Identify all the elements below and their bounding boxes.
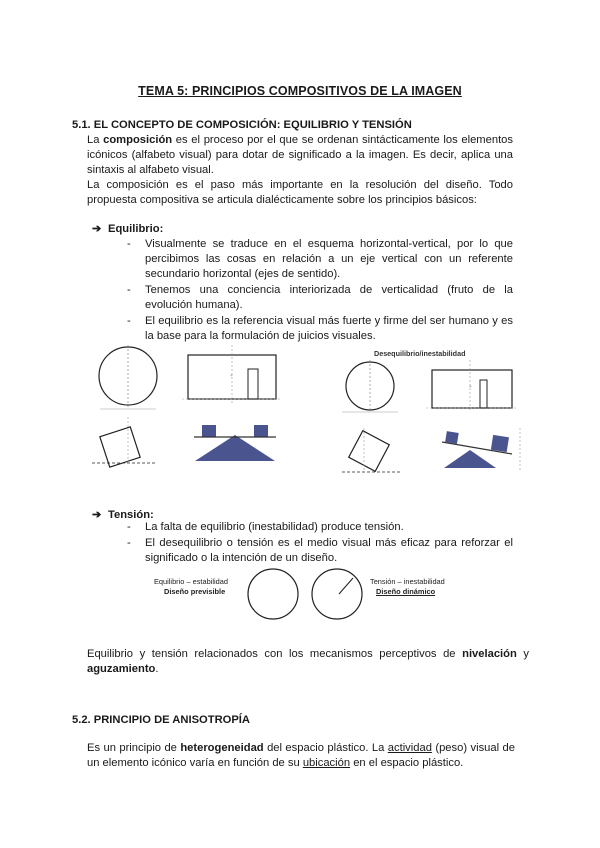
- tilted-square-diagram: [92, 417, 156, 467]
- unbalanced-circle-diagram: [342, 360, 398, 412]
- tension-circles-figure: [246, 566, 366, 626]
- tense-circle: [312, 569, 362, 619]
- anisotropia-paragraph: Es un principio de heterogeneidad del espacio plástico. La actividad (peso) visual de un elemento icónico varía en función de su ubicación en el espacio plástico.: [87, 742, 515, 769]
- term-actividad: actividad: [387, 742, 432, 754]
- balanced-rectangle-diagram: [182, 345, 282, 403]
- stable-caption: Equilibrio – estabilidad Diseño previsible: [154, 577, 228, 596]
- list-item: - Visualmente se traduce en el esquema horizontal-vertical, por lo que percibimos las cosas en relación a un eje vertical con un referente secundario horizontal (ejes de sentido).: [127, 237, 513, 282]
- list-item: - El equilibrio es la referencia visual más fuerte y firme del ser humano y es la base para la formulación de juicios visuales.: [127, 314, 513, 344]
- term-composicion: composición: [103, 134, 173, 146]
- unbalanced-seesaw-diagram: [442, 428, 520, 470]
- list-item: - Tenemos una conciencia interiorizada de verticalidad (fruto de la evolución humana).: [127, 283, 513, 313]
- section-1-heading: 5.1. EL CONCEPTO DE COMPOSICIÓN: EQUILIBRIO Y TENSIÓN: [72, 119, 412, 131]
- term-aguzamiento: aguzamiento: [87, 663, 156, 675]
- unbalanced-rectangle-diagram: [426, 360, 518, 412]
- balanced-seesaw-diagram: [194, 425, 276, 461]
- stable-circle: [248, 569, 298, 619]
- arrow-icon: ➔: [92, 509, 102, 521]
- stable-diagrams-figure: [90, 343, 290, 473]
- svg-text:+: +: [230, 373, 233, 379]
- tension-list: [127, 520, 513, 567]
- section-1-intro: [87, 133, 513, 208]
- equilibrio-heading: ➔ Equilibrio:: [92, 223, 164, 235]
- page-title: TEMA 5: PRINCIPIOS COMPOSITIVOS DE LA IMAGEN: [138, 84, 462, 98]
- term-ubicacion: ubicación: [302, 757, 351, 769]
- falling-square-diagram: [342, 428, 402, 472]
- desequilibrio-label: Desequilibrio/inestabilidad: [374, 349, 466, 358]
- list-item: - El desequilibrio o tensión es el medio visual más eficaz para reforzar el significado o la intención de un diseño.: [127, 536, 513, 566]
- intro-paragraph-2: La composición es el paso más importante en la resolución del diseño. Todo propuesta compositiva se articula dialécticamente sobre los principios básicos:: [87, 179, 513, 206]
- term-heterogeneidad: heterogeneidad: [180, 742, 264, 754]
- list-item: - La falta de equilibrio (inestabilidad) produce tensión.: [127, 520, 513, 535]
- balanced-circle-diagram: [99, 345, 157, 409]
- term-nivelacion: nivelación: [462, 648, 517, 660]
- arrow-icon: ➔: [92, 223, 102, 235]
- tension-heading: ➔ Tensión:: [92, 509, 154, 521]
- section-2-heading: 5.2. PRINCIPIO DE ANISOTROPÍA: [72, 714, 250, 726]
- equilibrio-list: [127, 237, 513, 345]
- intro-paragraph-1: La composición es el proceso por el que se ordenan sintácticamente los elementos icónicos (alfabeto visual) para dotar de significado a la imagen. Es decir, aplica una sintaxis al alfabeto visual.: [87, 134, 513, 176]
- closing-paragraph: Equilibrio y tensión relacionados con los mecanismos perceptivos de nivelación y aguzamiento.: [87, 648, 529, 675]
- svg-text:+: +: [469, 384, 472, 390]
- unstable-diagrams-figure: [320, 358, 530, 478]
- dynamic-caption: Tensión – inestabilidad Diseño dinámico: [370, 577, 445, 596]
